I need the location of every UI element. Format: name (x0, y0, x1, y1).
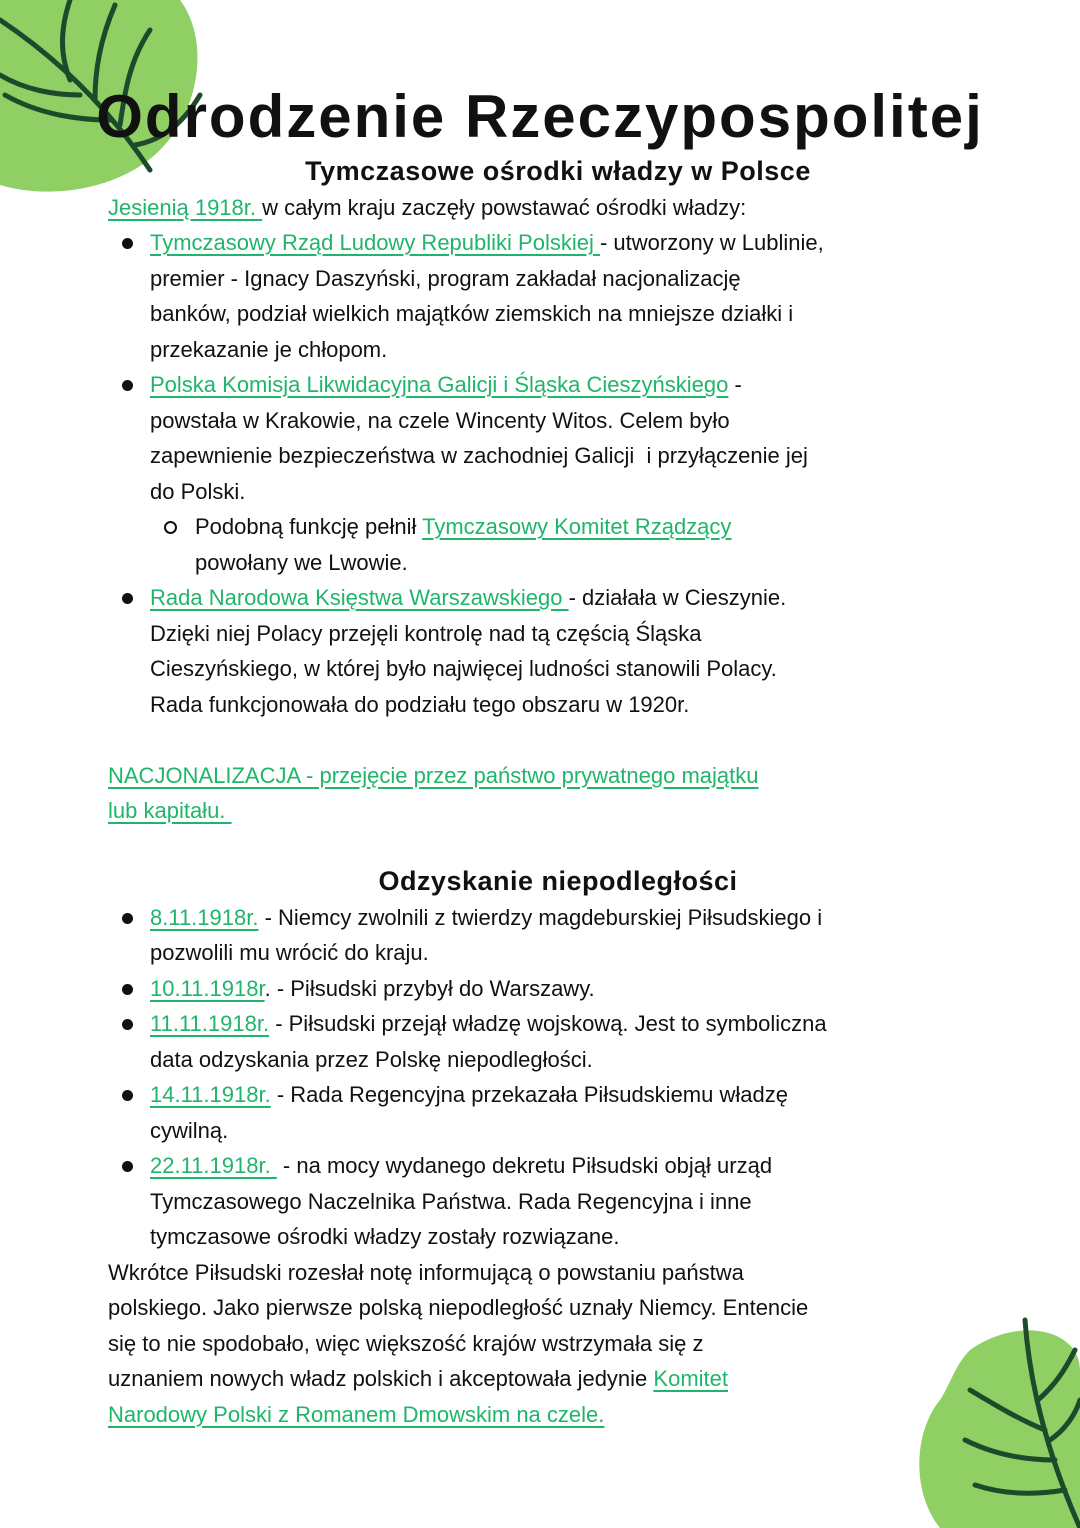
list-item (108, 225, 1008, 367)
event-text: - Niemcy zwolnili z twierdzy magdeburskiej Piłsudskiego i pozwolili mu wrócić do kraju. (150, 904, 823, 965)
event-date: 14.11.1918r. (150, 1082, 271, 1107)
intro-date-link: Jesienią 1918r. (108, 194, 263, 220)
timeline-item (108, 1148, 1008, 1255)
list-item (108, 367, 1008, 509)
page-title: Odrodzenie Rzeczypospolitej (96, 83, 984, 150)
timeline-item (108, 1006, 1008, 1077)
definition (108, 758, 1008, 829)
item-text: - powstała w Krakowie, na czele Wincenty Witos. Celem było zapewnienie bezpieczeństwa w zachodniej Galicji i przyłączenie jej do Polski. (150, 372, 808, 504)
event-text: . - Piłsudski przybył do Warszawy. (264, 975, 595, 1001)
item-text: - działała w Cieszynie. Dzięki niej Polacy przejęli kontrolę nad tą częścią Śląska Cieszyńskiego, w której było najwięcej ludności stanowili Polacy. Rada funkcjonowała do podziału tego obszaru w 1920r. (150, 585, 787, 717)
item-text: powołany we Lwowie. (195, 549, 408, 575)
intro-paragraph (108, 190, 1008, 226)
section-heading-independence: Odzyskanie niepodległości (378, 866, 738, 896)
event-date: 8.11.1918r. (150, 904, 259, 930)
event-text: - Rada Regencyjna przekazała Piłsudskiemu władzę cywilną. (150, 1082, 788, 1143)
sub-list-item (108, 509, 1008, 580)
item-term: Rada Narodowa Księstwa Warszawskiego (150, 585, 569, 610)
event-date: 10.11.1918r (150, 975, 265, 1001)
timeline-item (108, 900, 1008, 971)
intro-text: w całym kraju zaczęły powstawać ośrodki władzy: (262, 194, 747, 220)
item-text: Podobną funkcję pełnił (195, 514, 423, 539)
item-term: Tymczasowy Komitet Rządzący (422, 514, 732, 539)
closing-text: Wkrótce Piłsudski rozesłał notę informującą o powstaniu państwa polskiego. Jako pierwsze polską niepodległość uznały Niemcy. Entencie się to nie spodobało, więc większość krajów wstrzymała się z uznaniem nowych władz polskich i akceptowała jedynie (108, 1259, 809, 1391)
event-date: 22.11.1918r. (150, 1153, 277, 1178)
notes-content (108, 154, 1008, 1432)
timeline-item (108, 971, 1008, 1007)
item-term: Polska Komisja Likwidacyjna Galicji i Śląska Cieszyńskiego (150, 372, 729, 397)
timeline-item (108, 1077, 1008, 1148)
list-item (108, 580, 1008, 722)
closing-paragraph (108, 1255, 1008, 1433)
event-date: 11.11.1918r. (150, 1011, 270, 1036)
definition-nationalization: NACJONALIZACJA - przejęcie przez państwo prywatnego majątku lub kapitału. (108, 762, 759, 823)
item-term: Tymczasowy Rząd Ludowy Republiki Polskiej (150, 230, 600, 255)
section-heading-temporary-authorities: Tymczasowe ośrodki władzy w Polsce (305, 156, 811, 186)
event-text: - na mocy wydanego dekretu Piłsudski objął urząd Tymczasowego Naczelnika Państwa. Rada Regencyjna i inne tymczasowe ośrodki władzy zostały rozwiązane. (150, 1153, 773, 1249)
closing-term: Komitet Narodowy Polski z Romanem Dmowskim na czele. (108, 1366, 728, 1427)
item-text: - utworzony w Lublinie, premier - Ignacy Daszyński, program zakładał nacjonalizację banków, podział wielkich majątków ziemskich na mniejsze działki i przekazanie je chłopom. (150, 230, 824, 362)
event-text: - Piłsudski przejął władzę wojskową. Jest to symboliczna data odzyskania przez Polskę niepodległości. (150, 1011, 827, 1072)
